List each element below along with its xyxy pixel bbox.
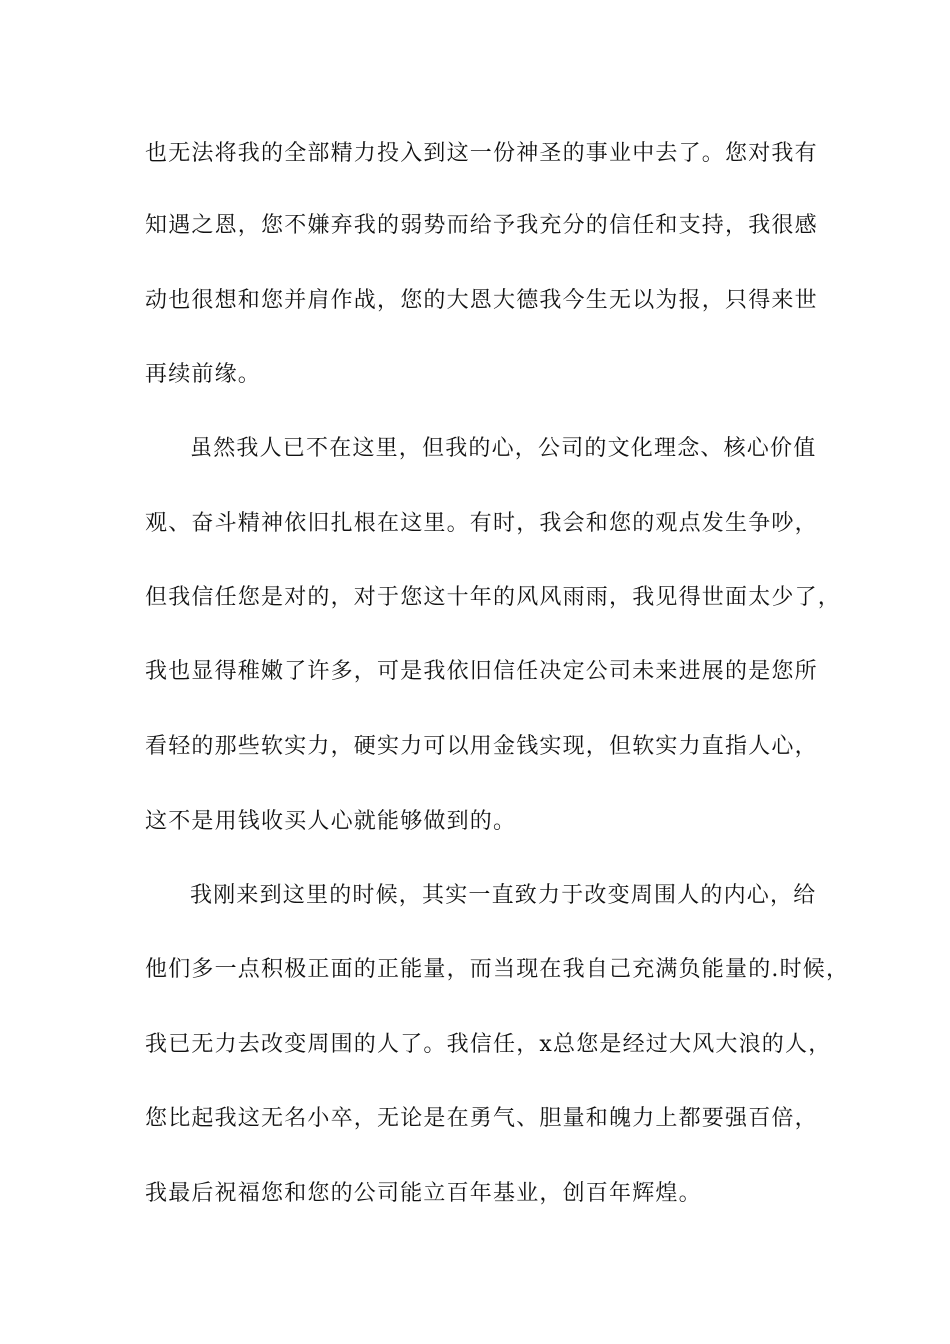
text-line: 他们多一点积极正面的正能量，而当现在我自己充满负能量的.时候， xyxy=(145,957,850,982)
text-line: 观、奋斗精神依旧扎根在这里。有时，我会和您的观点发生争吵， xyxy=(145,511,818,536)
text-line: 您比起我这无名小卒，无论是在勇气、胆量和魄力上都要强百倍， xyxy=(145,1106,818,1131)
text-line: 知遇之恩，您不嫌弃我的弱势而给予我充分的信任和支持，我很感 xyxy=(145,213,818,238)
text-line: 再续前缘。 xyxy=(145,362,262,387)
text-line: 看轻的那些软实力，硬实力可以用金钱实现，但软实力直指人心， xyxy=(145,734,818,759)
text-line: 我最后祝福您和您的公司能立百年基业，创百年辉煌。 xyxy=(145,1181,702,1206)
text-line: 但我信任您是对的，对于您这十年的风风雨雨，我见得世面太少了， xyxy=(145,585,842,610)
paragraph-first-line: 虽然我人已不在这里，但我的心，公司的文化理念、核心价值 xyxy=(190,436,817,461)
text-line: 这不是用钱收买人心就能够做到的。 xyxy=(145,809,517,834)
text-line: 我也显得稚嫩了许多，可是我依旧信任决定公司未来进展的是您所 xyxy=(145,659,818,684)
paragraph-first-line: 我刚来到这里的时候，其实一直致力于改变周围人的内心，给 xyxy=(190,883,817,908)
text-line: 也无法将我的全部精力投入到这一份神圣的事业中去了。您对我有 xyxy=(145,141,818,166)
text-line: 我已无力去改变周围的人了。我信任，x总您是经过大风大浪的人， xyxy=(145,1032,832,1057)
text-line: 动也很想和您并肩作战，您的大恩大德我今生无以为报，只得来世 xyxy=(145,288,818,313)
